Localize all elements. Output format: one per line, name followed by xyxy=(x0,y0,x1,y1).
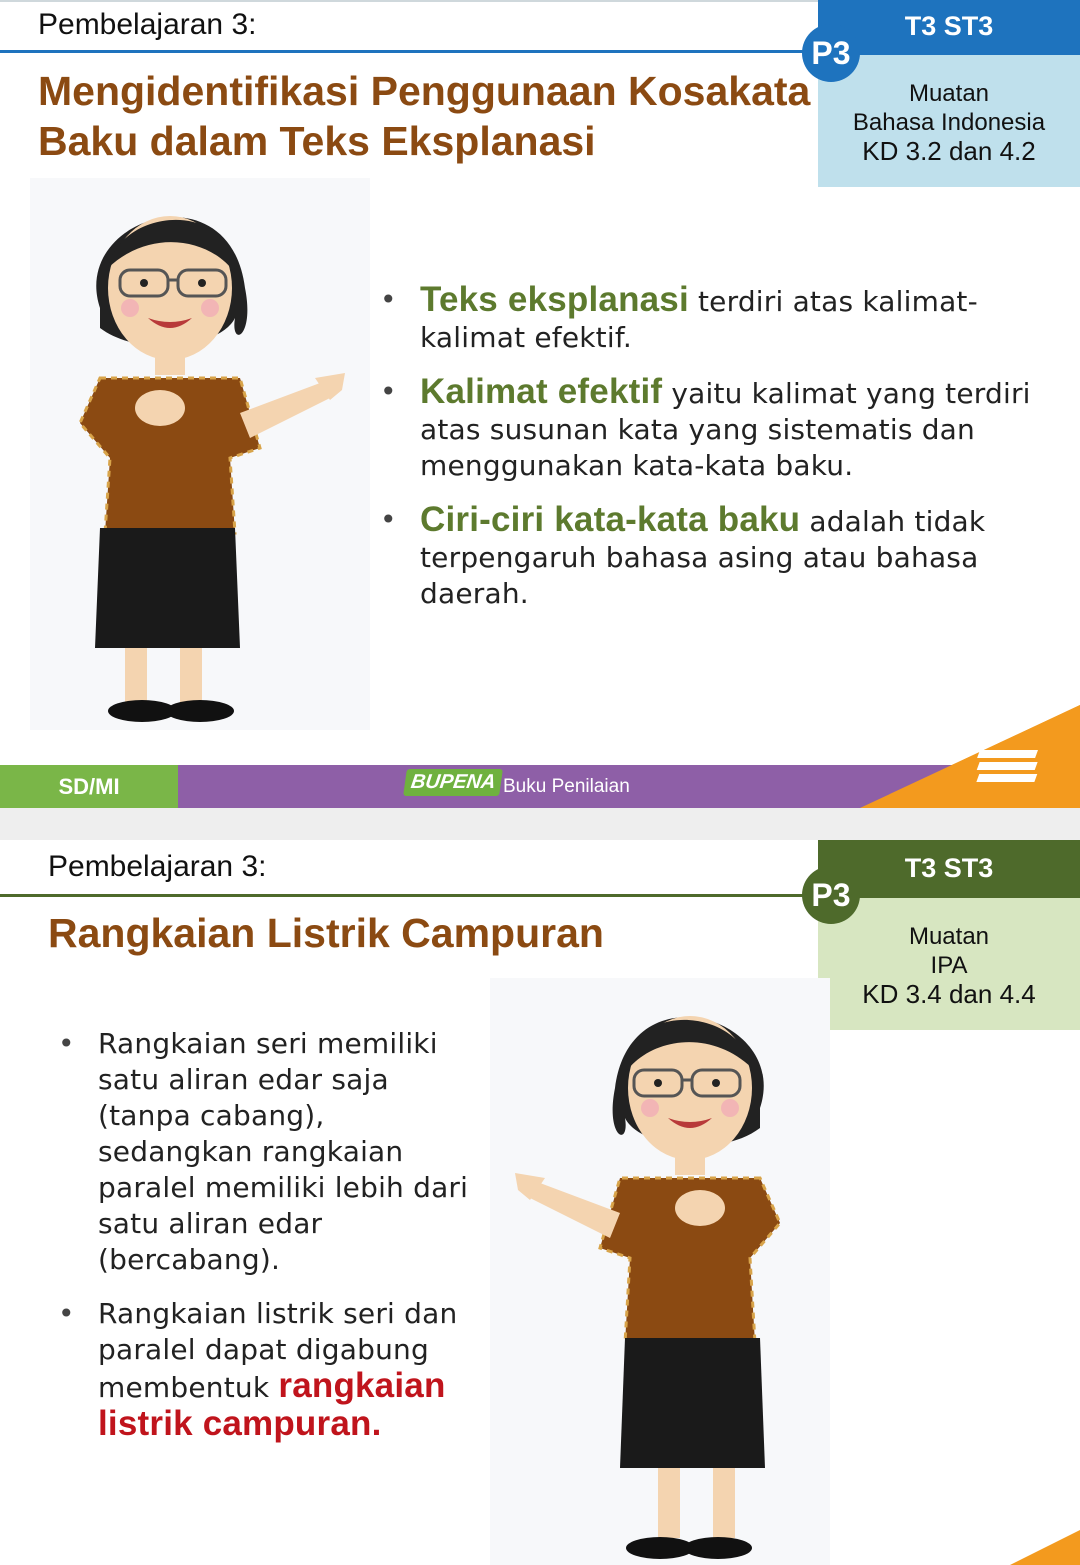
header-rule xyxy=(0,50,830,53)
bullet-highlight: listrik campuran. xyxy=(98,1404,382,1443)
level-label: SD/MI xyxy=(0,765,178,808)
kd-label: KD 3.2 dan 4.2 xyxy=(862,136,1036,166)
bullet-text: sedangkan rangkaian xyxy=(98,1135,404,1168)
p3-badge: P3 xyxy=(802,866,860,924)
bullet-text: paralel dapat digabung xyxy=(98,1333,429,1366)
teacher-illustration xyxy=(30,178,370,730)
bullet-text: paralel memiliki lebih dari xyxy=(98,1171,469,1204)
bullet-highlight: Kalimat efektif xyxy=(420,372,663,411)
bullet-text: (tanpa cabang), xyxy=(98,1099,325,1132)
slide-gap xyxy=(0,808,1080,840)
bullet-item xyxy=(56,1026,476,1278)
bullet-text: satu aliran edar saja xyxy=(98,1063,389,1096)
title-line-1: Mengidentifikasi Penggunaan Kosakata xyxy=(38,68,811,114)
muatan-box xyxy=(818,898,1080,1030)
bullet-highlight: Ciri-ciri kata-kata baku xyxy=(420,500,801,539)
bullet-text: daerah. xyxy=(420,577,529,610)
bullet-item xyxy=(56,1296,476,1444)
book-stack-icon xyxy=(990,750,991,751)
bullet-text: adalah tidak xyxy=(800,505,986,538)
lesson-label: Pembelajaran 3: xyxy=(38,8,257,41)
kd-label: KD 3.4 dan 4.4 xyxy=(862,979,1036,1009)
bullet-highlight: rangkaian xyxy=(278,1366,446,1405)
title-line-2: Baku dalam Teks Eksplanasi xyxy=(38,118,596,164)
bullet-text: Rangkaian listrik seri dan xyxy=(98,1297,458,1330)
slide-title xyxy=(38,66,810,166)
bullet-text: yaitu kalimat yang terdiri xyxy=(662,377,1031,410)
bullet-text: satu aliran edar xyxy=(98,1207,323,1240)
bullet-item xyxy=(378,502,1038,612)
bullet-text: terdiri atas kalimat- xyxy=(688,285,978,318)
bullet-text: terpengaruh bahasa asing atau bahasa xyxy=(420,541,979,574)
bullet-dot: • xyxy=(380,283,397,316)
bullet-text: membentuk xyxy=(98,1371,279,1404)
bullet-item xyxy=(378,374,1038,484)
corner-overlay xyxy=(860,705,1080,808)
muatan-box xyxy=(818,55,1080,187)
book-label: Buku Penilaian xyxy=(503,776,630,797)
bullet-text: Rangkaian seri memiliki xyxy=(98,1027,438,1060)
tag-code: T3 ST3 xyxy=(818,840,1080,898)
bullet-item xyxy=(378,282,1038,356)
tag-code: T3 ST3 xyxy=(818,0,1080,55)
bullet-text: atas susunan kata yang sistematis dan xyxy=(420,413,975,446)
bullet-dot: • xyxy=(380,375,397,408)
bullet-dot: • xyxy=(58,1297,75,1330)
p3-badge: P3 xyxy=(802,24,860,82)
subject-label: IPA xyxy=(930,952,968,979)
bupena-logo: BUPENA xyxy=(403,769,503,796)
teacher-illustration xyxy=(490,978,830,1565)
header-rule xyxy=(0,894,830,897)
corner-decoration xyxy=(1010,1530,1080,1565)
bullet-dot: • xyxy=(380,503,397,536)
lesson-label: Pembelajaran 3: xyxy=(48,850,267,883)
muatan-label: Muatan xyxy=(908,80,990,107)
bullet-list xyxy=(56,1026,476,1462)
bullet-text: (bercabang). xyxy=(98,1243,281,1276)
slide-title: Rangkaian Listrik Campuran xyxy=(48,910,604,956)
slide-ipa xyxy=(0,840,1080,1565)
bullet-list xyxy=(378,282,1038,630)
subject-label: Bahasa Indonesia xyxy=(852,109,1046,136)
bullet-text: kalimat efektif. xyxy=(420,321,632,354)
bullet-dot: • xyxy=(58,1027,75,1060)
bullet-text: menggunakan kata-kata baku. xyxy=(420,449,854,482)
muatan-label: Muatan xyxy=(908,923,990,950)
bullet-highlight: Teks eksplanasi xyxy=(420,280,689,319)
